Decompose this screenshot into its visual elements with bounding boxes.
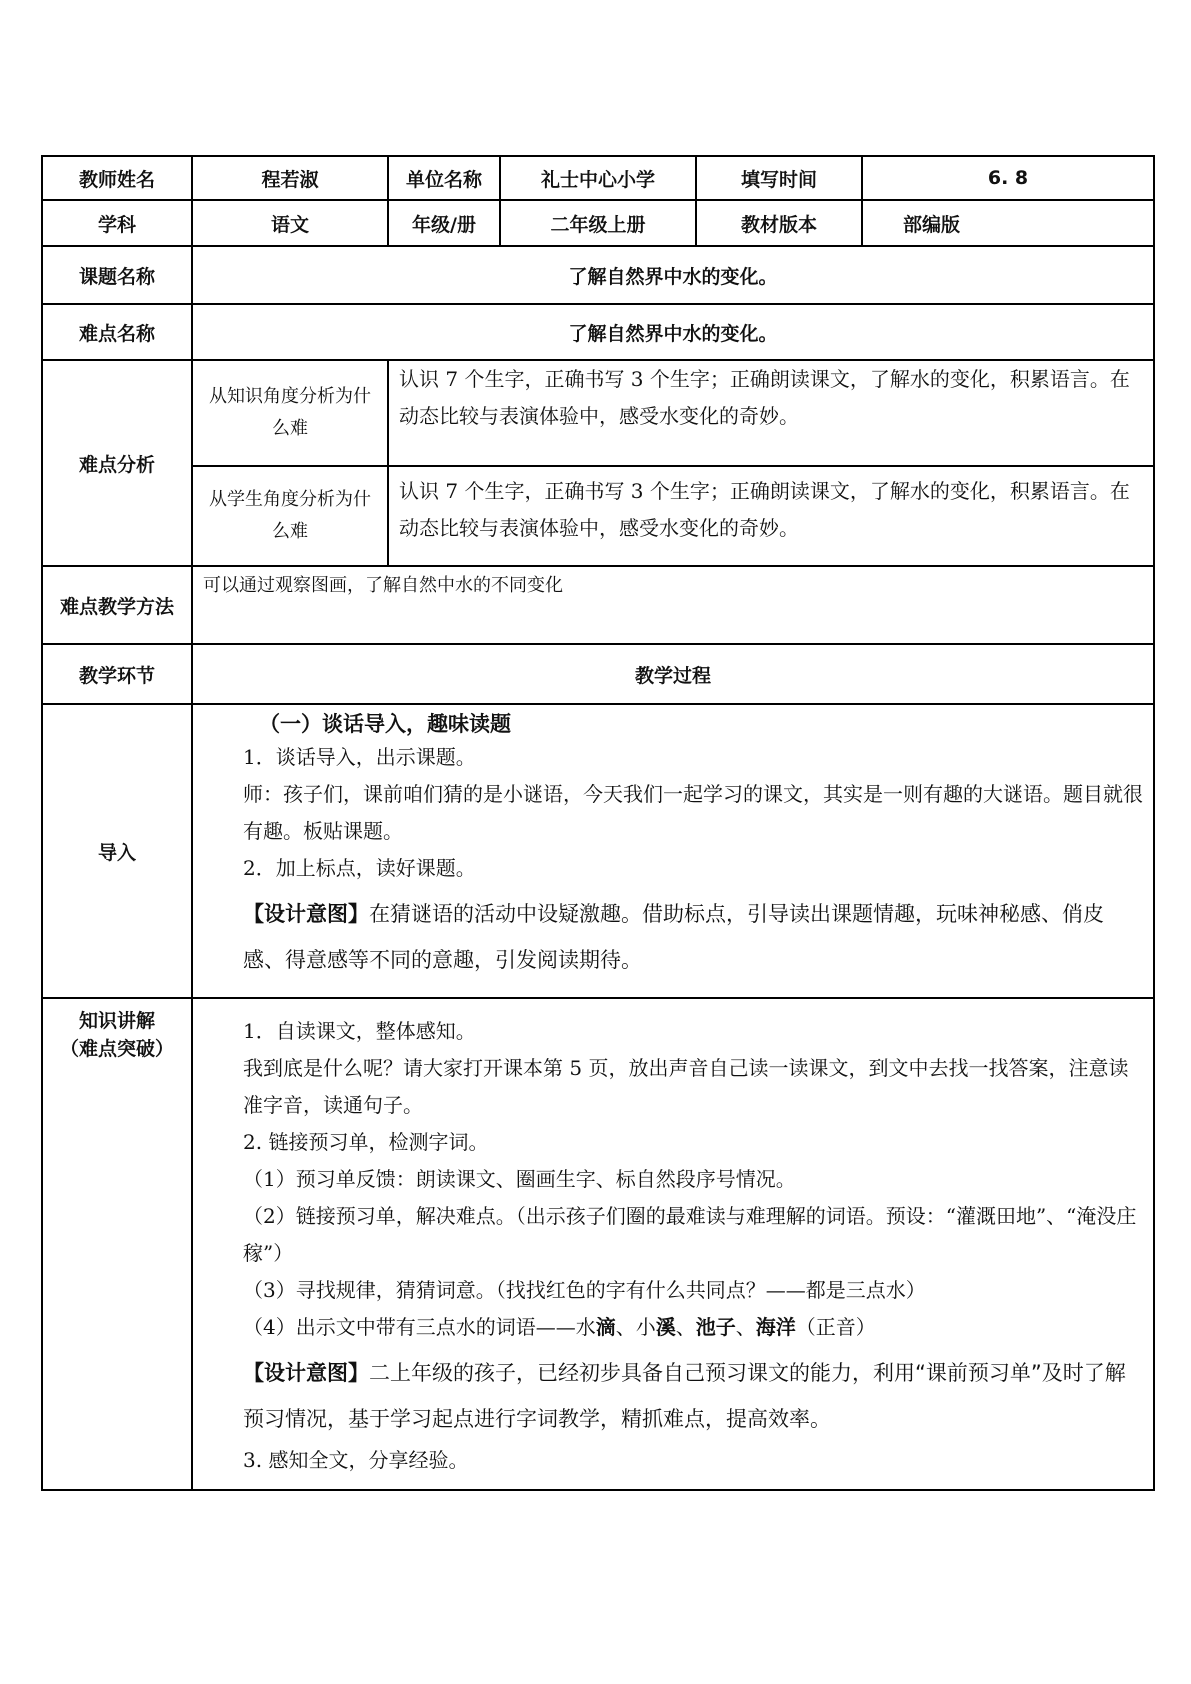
difficulty-row bbox=[42, 304, 1154, 360]
knowledge-paragraph-3: 2. 链接预习单，检测字词。 bbox=[243, 1130, 489, 1154]
header-row-1 bbox=[42, 156, 1154, 200]
analysis-student-label: 从学生角度分析为什么难 bbox=[192, 466, 388, 566]
p7-sep-3: 、 bbox=[735, 1315, 756, 1339]
p7-word-1: 滴 bbox=[595, 1315, 616, 1339]
difficulty-label: 难点名称 bbox=[42, 304, 192, 360]
process-header-row bbox=[42, 644, 1154, 704]
analysis-knowledge-text: 认识 7 个生字，正确书写 3 个生字；正确朗读课文，了解水的变化，积累语言。在动态比较与表演体验中，感受水变化的奇妙。 bbox=[388, 360, 1154, 466]
knowledge-label-line-2: （难点突破） bbox=[59, 1038, 174, 1060]
fill-time-value: 6. 8 bbox=[862, 156, 1154, 200]
knowledge-paragraph-6: （3）寻找规律，猜猜词意。（找找红色的字有什么共同点？——都是三点水） bbox=[243, 1278, 926, 1302]
edition-label: 教材版本 bbox=[696, 200, 862, 246]
stage-header: 教学环节 bbox=[42, 644, 192, 704]
topic-label: 课题名称 bbox=[42, 246, 192, 304]
grade-label: 年级/册 bbox=[388, 200, 500, 246]
topic-value: 了解自然界中水的变化。 bbox=[192, 246, 1154, 304]
lesson-plan-table bbox=[41, 155, 1155, 1491]
teacher-name-value: 程若淑 bbox=[192, 156, 388, 200]
intro-paragraph-3: 2．加上标点，读好课题。 bbox=[243, 856, 476, 880]
knowledge-paragraph-4: （1）预习单反馈：朗读课文、圈画生字、标自然段序号情况。 bbox=[243, 1167, 796, 1191]
method-label: 难点教学方法 bbox=[42, 566, 192, 644]
intro-content bbox=[192, 704, 1154, 998]
intro-label: 导入 bbox=[42, 704, 192, 998]
topic-row bbox=[42, 246, 1154, 304]
difficulty-value: 了解自然界中水的变化。 bbox=[192, 304, 1154, 360]
knowledge-paragraph-2: 我到底是什么呢？请大家打开课本第 5 页，放出声音自己读一读课文，到文中去找一找答案，注意读准字音，读通句子。 bbox=[243, 1056, 1129, 1117]
subject-value: 语文 bbox=[192, 200, 388, 246]
knowledge-paragraph-7 bbox=[203, 1309, 1143, 1346]
knowledge-label bbox=[42, 998, 192, 1490]
analysis-student-row bbox=[42, 466, 1154, 566]
teacher-name-label: 教师姓名 bbox=[42, 156, 192, 200]
p7-word-2: 溪 bbox=[655, 1315, 676, 1339]
knowledge-paragraph-5: （2）链接预习单，解决难点。（出示孩子们圈的最难读与难理解的词语。预设：“灌溉田地”、“淹没庄稼”） bbox=[243, 1204, 1137, 1265]
knowledge-paragraph-8: 3. 感知全文，分享经验。 bbox=[243, 1448, 469, 1472]
intro-row bbox=[42, 704, 1154, 998]
lesson-plan-document bbox=[41, 155, 1153, 1491]
intro-design-intent bbox=[203, 891, 1143, 983]
header-row-2 bbox=[42, 200, 1154, 246]
grade-value: 二年级上册 bbox=[500, 200, 696, 246]
p7-suffix: （正音） bbox=[795, 1315, 876, 1339]
analysis-knowledge-row bbox=[42, 360, 1154, 466]
edition-value: 部编版 bbox=[862, 200, 1154, 246]
subject-label: 学科 bbox=[42, 200, 192, 246]
fill-time-label: 填写时间 bbox=[696, 156, 862, 200]
method-value: 可以通过观察图画，了解自然中水的不同变化 bbox=[192, 566, 1154, 644]
knowledge-row bbox=[42, 998, 1154, 1490]
analysis-label: 难点分析 bbox=[42, 360, 192, 566]
intro-paragraph-1: 1．谈话导入，出示课题。 bbox=[243, 745, 476, 769]
knowledge-label-line-1: 知识讲解 bbox=[78, 1010, 155, 1032]
intro-section-title: （一）谈话导入，趣味读题 bbox=[259, 712, 511, 736]
knowledge-design-intent bbox=[203, 1350, 1143, 1442]
p7-sep-2: 、 bbox=[675, 1315, 696, 1339]
intro-design-text: 在猜谜语的活动中设疑激趣。借助标点，引导读出课题情趣，玩味神秘感、俏皮感、得意感等不同的意趣，引发阅读期待。 bbox=[243, 902, 1104, 972]
process-header: 教学过程 bbox=[192, 644, 1154, 704]
p7-word-4: 海洋 bbox=[755, 1315, 796, 1339]
unit-name-label: 单位名称 bbox=[388, 156, 500, 200]
knowledge-design-tag: 【设计意图】 bbox=[243, 1361, 369, 1385]
p7-prefix: （4）出示文中带有三点水的词语——水 bbox=[243, 1315, 596, 1339]
intro-paragraph-2: 师：孩子们，课前咱们猜的是小谜语，今天我们一起学习的课文，其实是一则有趣的大谜语。题目就很有趣。板贴课题。 bbox=[243, 782, 1143, 843]
intro-design-tag: 【设计意图】 bbox=[243, 902, 369, 926]
analysis-knowledge-label: 从知识角度分析为什么难 bbox=[192, 360, 388, 466]
analysis-student-text: 认识 7 个生字，正确书写 3 个生字；正确朗读课文，了解水的变化，积累语言。在动态比较与表演体验中，感受水变化的奇妙。 bbox=[388, 466, 1154, 566]
method-row bbox=[42, 566, 1154, 644]
knowledge-paragraph-1: 1．自读课文，整体感知。 bbox=[243, 1019, 476, 1043]
knowledge-content bbox=[192, 998, 1154, 1490]
knowledge-design-text: 二上年级的孩子，已经初步具备自己预习课文的能力，利用“课前预习单”及时了解预习情况，基于学习起点进行字词教学，精抓难点，提高效率。 bbox=[243, 1361, 1126, 1431]
p7-word-3: 池子 bbox=[695, 1315, 736, 1339]
unit-name-value: 礼士中心小学 bbox=[500, 156, 696, 200]
p7-sep-1: 、小 bbox=[615, 1315, 656, 1339]
